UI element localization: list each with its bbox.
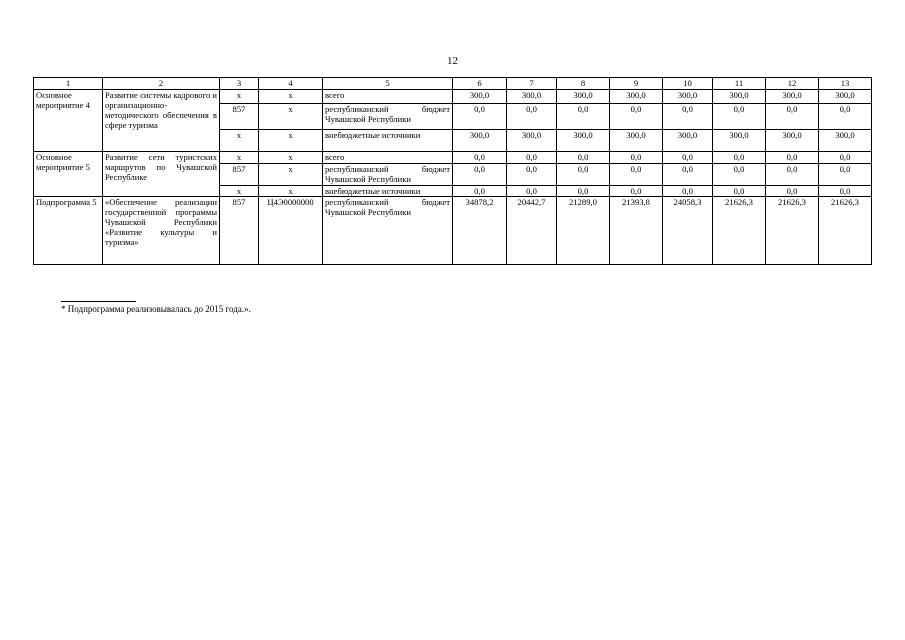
value-cell: 300,0 bbox=[766, 130, 819, 152]
value-cell: 300,0 bbox=[507, 90, 557, 104]
header-cell: 12 bbox=[766, 78, 819, 90]
value-cell: 21626,3 bbox=[713, 197, 766, 265]
code-cell: 857 bbox=[220, 164, 259, 186]
row-name: Развитие сети туристских маршрутов по Чувашской Республике bbox=[103, 152, 220, 197]
value-cell: 0,0 bbox=[819, 164, 872, 186]
table-row bbox=[34, 197, 872, 265]
code-cell: x bbox=[220, 152, 259, 164]
value-cell: 300,0 bbox=[507, 130, 557, 152]
row-name: «Обеспечение реализации государственной программы Чувашской Республики «Развитие культуры и туризма» bbox=[103, 197, 220, 265]
value-cell: 0,0 bbox=[766, 152, 819, 164]
value-cell: 0,0 bbox=[557, 164, 610, 186]
header-cell: 4 bbox=[259, 78, 323, 90]
value-cell: 0,0 bbox=[557, 104, 610, 130]
source-cell: внебюджетные источники bbox=[323, 130, 453, 152]
value-cell: 21289,0 bbox=[557, 197, 610, 265]
value-cell: 0,0 bbox=[507, 152, 557, 164]
code-cell: 857 bbox=[220, 197, 259, 265]
value-cell: 0,0 bbox=[713, 104, 766, 130]
value-cell: 0,0 bbox=[766, 164, 819, 186]
row-label: Основное мероприятие 5 bbox=[34, 152, 103, 197]
value-cell: 0,0 bbox=[453, 152, 507, 164]
source-cell: внебюджетные источники bbox=[323, 186, 453, 197]
header-cell: 9 bbox=[610, 78, 663, 90]
value-cell: 0,0 bbox=[610, 186, 663, 197]
header-cell: 2 bbox=[103, 78, 220, 90]
value-cell: 0,0 bbox=[663, 186, 713, 197]
value-cell: 0,0 bbox=[713, 164, 766, 186]
header-cell: 11 bbox=[713, 78, 766, 90]
value-cell: 0,0 bbox=[453, 164, 507, 186]
footnote: * Подпрограмма реализовывалась до 2015 года.». bbox=[61, 304, 251, 314]
value-cell: 21393,8 bbox=[610, 197, 663, 265]
header-cell: 13 bbox=[819, 78, 872, 90]
value-cell: 0,0 bbox=[766, 104, 819, 130]
value-cell: 300,0 bbox=[610, 90, 663, 104]
classifier-cell: Ц4Э0000000 bbox=[259, 197, 323, 265]
table-row bbox=[34, 152, 872, 164]
header-cell: 1 bbox=[34, 78, 103, 90]
value-cell: 0,0 bbox=[557, 152, 610, 164]
value-cell: 0,0 bbox=[507, 186, 557, 197]
classifier-cell: x bbox=[259, 164, 323, 186]
row-name: Развитие системы кадрового и организационно-методического обеспечения в сфере туризма bbox=[103, 90, 220, 152]
value-cell: 0,0 bbox=[507, 164, 557, 186]
value-cell: 0,0 bbox=[610, 104, 663, 130]
code-cell: x bbox=[220, 186, 259, 197]
value-cell: 300,0 bbox=[453, 90, 507, 104]
classifier-cell: x bbox=[259, 152, 323, 164]
value-cell: 24058,3 bbox=[663, 197, 713, 265]
value-cell: 300,0 bbox=[557, 90, 610, 104]
header-cell: 7 bbox=[507, 78, 557, 90]
source-cell: республиканский бюджет Чувашской Республики bbox=[323, 104, 453, 130]
value-cell: 300,0 bbox=[453, 130, 507, 152]
source-cell: республиканский бюджет Чувашской Республики bbox=[323, 197, 453, 265]
value-cell: 0,0 bbox=[819, 152, 872, 164]
value-cell: 300,0 bbox=[713, 130, 766, 152]
value-cell: 0,0 bbox=[610, 164, 663, 186]
value-cell: 0,0 bbox=[663, 104, 713, 130]
value-cell: 0,0 bbox=[766, 186, 819, 197]
value-cell: 300,0 bbox=[663, 130, 713, 152]
header-cell: 5 bbox=[323, 78, 453, 90]
budget-table bbox=[33, 77, 872, 265]
value-cell: 0,0 bbox=[713, 152, 766, 164]
header-cell: 8 bbox=[557, 78, 610, 90]
value-cell: 300,0 bbox=[713, 90, 766, 104]
value-cell: 300,0 bbox=[766, 90, 819, 104]
value-cell: 0,0 bbox=[453, 104, 507, 130]
value-cell: 0,0 bbox=[819, 104, 872, 130]
value-cell: 21626,3 bbox=[819, 197, 872, 265]
code-cell: x bbox=[220, 130, 259, 152]
classifier-cell: x bbox=[259, 90, 323, 104]
classifier-cell: x bbox=[259, 186, 323, 197]
value-cell: 20442,7 bbox=[507, 197, 557, 265]
value-cell: 0,0 bbox=[507, 104, 557, 130]
header-cell: 3 bbox=[220, 78, 259, 90]
value-cell: 0,0 bbox=[663, 164, 713, 186]
code-cell: x bbox=[220, 90, 259, 104]
source-cell: всего bbox=[323, 90, 453, 104]
row-label: Подпрограмма 5 bbox=[34, 197, 103, 265]
value-cell: 300,0 bbox=[610, 130, 663, 152]
value-cell: 300,0 bbox=[663, 90, 713, 104]
source-cell: республиканский бюджет Чувашской Республики bbox=[323, 164, 453, 186]
page-number: 12 bbox=[447, 55, 458, 67]
table-row bbox=[34, 90, 872, 104]
value-cell: 0,0 bbox=[453, 186, 507, 197]
value-cell: 0,0 bbox=[663, 152, 713, 164]
value-cell: 300,0 bbox=[557, 130, 610, 152]
value-cell: 300,0 bbox=[819, 90, 872, 104]
value-cell: 0,0 bbox=[557, 186, 610, 197]
value-cell: 21626,3 bbox=[766, 197, 819, 265]
header-cell: 6 bbox=[453, 78, 507, 90]
classifier-cell: x bbox=[259, 130, 323, 152]
row-label: Основное мероприятие 4 bbox=[34, 90, 103, 152]
value-cell: 0,0 bbox=[610, 152, 663, 164]
header-cell: 10 bbox=[663, 78, 713, 90]
value-cell: 34878,2 bbox=[453, 197, 507, 265]
code-cell: 857 bbox=[220, 104, 259, 130]
source-cell: всего bbox=[323, 152, 453, 164]
value-cell: 300,0 bbox=[819, 130, 872, 152]
footnote-rule bbox=[61, 301, 136, 302]
header-row bbox=[34, 78, 872, 90]
value-cell: 0,0 bbox=[819, 186, 872, 197]
value-cell: 0,0 bbox=[713, 186, 766, 197]
classifier-cell: x bbox=[259, 104, 323, 130]
